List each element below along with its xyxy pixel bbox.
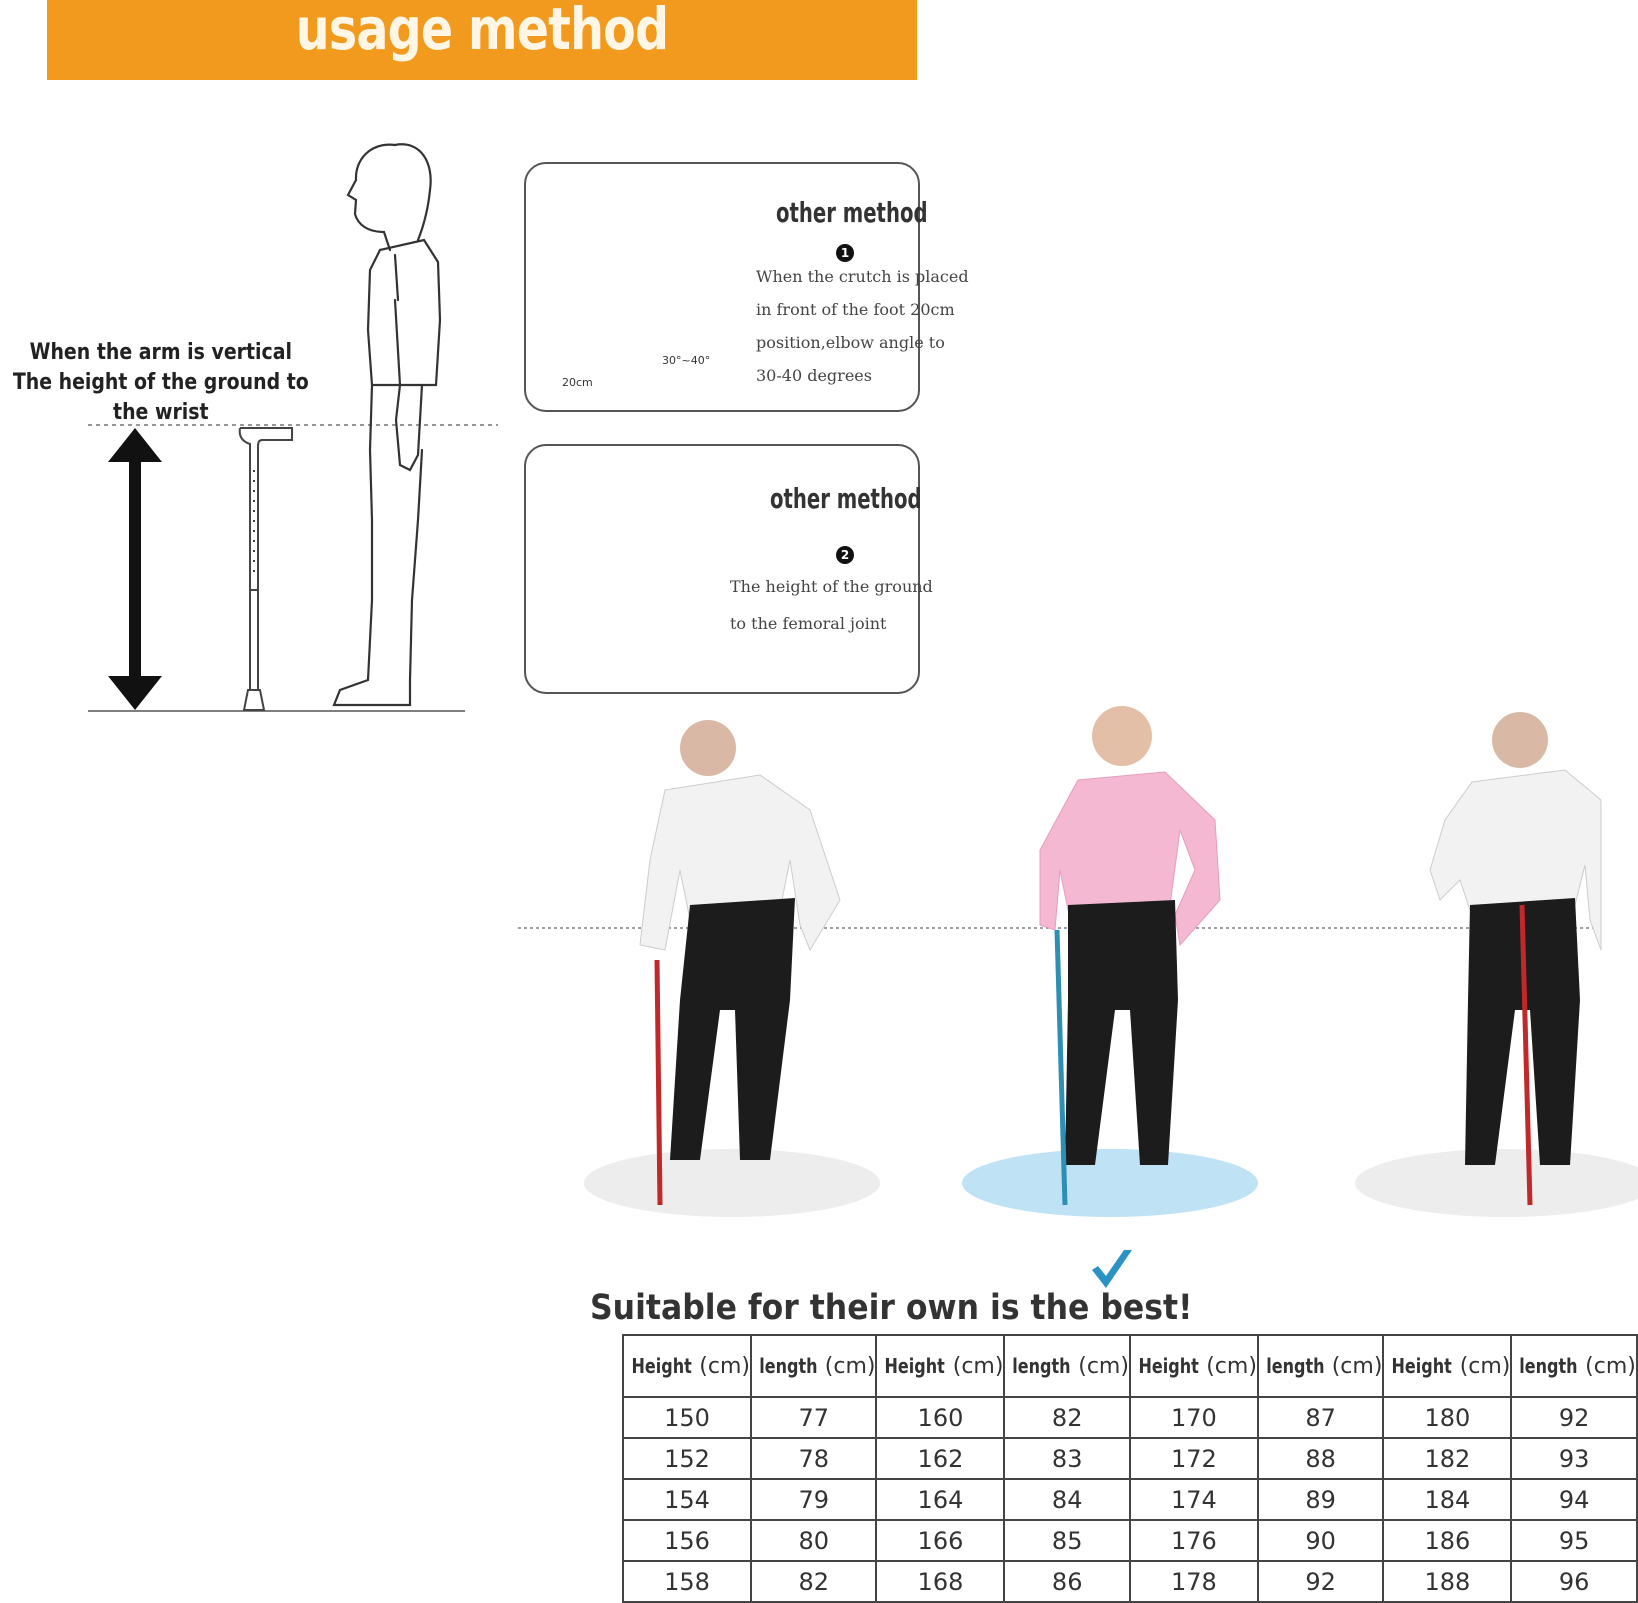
- table-cell: 90: [1258, 1520, 1383, 1561]
- table-row: [623, 1561, 1637, 1602]
- distance-20cm-label: 20cm: [562, 376, 593, 389]
- table-cell: 82: [1004, 1397, 1129, 1438]
- check-mark-icon: [1092, 1250, 1132, 1288]
- table-header-cell: [1383, 1335, 1511, 1397]
- table-cell: 93: [1511, 1438, 1636, 1479]
- method2-title: other method: [770, 482, 922, 515]
- senior-man-photo-3: [1355, 712, 1638, 1217]
- method2-line: The height of the ground: [730, 577, 933, 596]
- table-cell: 154: [623, 1479, 751, 1520]
- elbow-angle-label: 30°~40°: [662, 354, 711, 367]
- header-bold: Height: [1138, 1353, 1199, 1378]
- table-header-row: [623, 1335, 1637, 1397]
- table-cell: 83: [1004, 1438, 1129, 1479]
- header-unit: (cm): [1459, 1353, 1511, 1379]
- header-unit: (cm): [824, 1353, 876, 1379]
- table-cell: 186: [1383, 1520, 1511, 1561]
- table-cell: 178: [1130, 1561, 1258, 1602]
- header-bold: length: [759, 1353, 818, 1378]
- method1-line: 30-40 degrees: [756, 366, 872, 385]
- table-cell: 82: [751, 1561, 876, 1602]
- table-cell: 164: [876, 1479, 1004, 1520]
- header-bold: length: [1012, 1353, 1071, 1378]
- table-cell: 166: [876, 1520, 1004, 1561]
- table-cell: 188: [1383, 1561, 1511, 1602]
- table-header-cell: [1511, 1335, 1636, 1397]
- cane-icon: [240, 428, 292, 710]
- method1-number-badge: 1: [836, 244, 854, 262]
- table-cell: 92: [1511, 1397, 1636, 1438]
- table-cell: 170: [1130, 1397, 1258, 1438]
- header-unit: (cm): [1078, 1353, 1129, 1379]
- table-header-cell: [623, 1335, 751, 1397]
- method1-line: position,elbow angle to: [756, 333, 945, 352]
- table-cell: 176: [1130, 1520, 1258, 1561]
- senior-man-photo-2: [962, 706, 1258, 1217]
- method1-title: other method: [776, 196, 928, 229]
- table-cell: 84: [1004, 1479, 1129, 1520]
- table-cell: 77: [751, 1397, 876, 1438]
- table-cell: 94: [1511, 1479, 1636, 1520]
- header-unit: (cm): [1331, 1353, 1383, 1379]
- table-cell: 87: [1258, 1397, 1383, 1438]
- method1-line: in front of the foot 20cm: [756, 300, 955, 319]
- method1-line: When the crutch is placed: [756, 267, 969, 286]
- height-arrow-icon: [108, 428, 162, 710]
- header-unit: (cm): [1206, 1353, 1257, 1379]
- method2-description: [730, 568, 933, 642]
- table-cell: 92: [1258, 1561, 1383, 1602]
- table-cell: 162: [876, 1438, 1004, 1479]
- table-cell: 150: [623, 1397, 751, 1438]
- table-cell: 182: [1383, 1438, 1511, 1479]
- header-bold: length: [1519, 1353, 1578, 1378]
- height-length-table: [622, 1334, 1638, 1603]
- header-unit: (cm): [699, 1353, 750, 1379]
- table-cell: 152: [623, 1438, 751, 1479]
- method2-number-badge: 2: [836, 546, 854, 564]
- table-header-cell: [876, 1335, 1004, 1397]
- header-unit: (cm): [1585, 1353, 1636, 1379]
- table-cell: 88: [1258, 1438, 1383, 1479]
- table-cell: 89: [1258, 1479, 1383, 1520]
- suitable-caption: Suitable for their own is the best!: [590, 1288, 1193, 1328]
- table-header-cell: [1004, 1335, 1129, 1397]
- header-bold: length: [1266, 1353, 1325, 1378]
- table-cell: 80: [751, 1520, 876, 1561]
- table-cell: 184: [1383, 1479, 1511, 1520]
- table-row: [623, 1520, 1637, 1561]
- table-cell: 86: [1004, 1561, 1129, 1602]
- table-cell: 78: [751, 1438, 876, 1479]
- table-header-cell: [1258, 1335, 1383, 1397]
- banner-title: usage method: [295, 0, 669, 63]
- arm-label-line2: The height of the ground to the wrist: [12, 370, 309, 425]
- method1-description: [756, 260, 969, 392]
- method1-box: [524, 162, 969, 412]
- arm-label-line1: When the arm is vertical: [29, 340, 292, 365]
- table-cell: 172: [1130, 1438, 1258, 1479]
- table-header-cell: [1130, 1335, 1258, 1397]
- table-cell: 174: [1130, 1479, 1258, 1520]
- table-cell: 95: [1511, 1520, 1636, 1561]
- table-cell: 79: [751, 1479, 876, 1520]
- table-row: [623, 1438, 1637, 1479]
- header-bold: Height: [1391, 1353, 1453, 1378]
- header-unit: (cm): [952, 1353, 1004, 1379]
- table-cell: 158: [623, 1561, 751, 1602]
- senior-man-photo-1: [584, 720, 880, 1217]
- header-bold: Height: [631, 1353, 692, 1378]
- table-cell: 180: [1383, 1397, 1511, 1438]
- table-cell: 160: [876, 1397, 1004, 1438]
- arm-vertical-label: [6, 338, 316, 428]
- method2-line: to the femoral joint: [730, 614, 887, 633]
- table-cell: 85: [1004, 1520, 1129, 1561]
- table-header-cell: [751, 1335, 876, 1397]
- table-cell: 156: [623, 1520, 751, 1561]
- table-row: [623, 1479, 1637, 1520]
- header-bold: Height: [884, 1353, 946, 1378]
- table-cell: 168: [876, 1561, 1004, 1602]
- table-row: [623, 1397, 1637, 1438]
- table-cell: 96: [1511, 1561, 1636, 1602]
- method2-box: [524, 444, 933, 694]
